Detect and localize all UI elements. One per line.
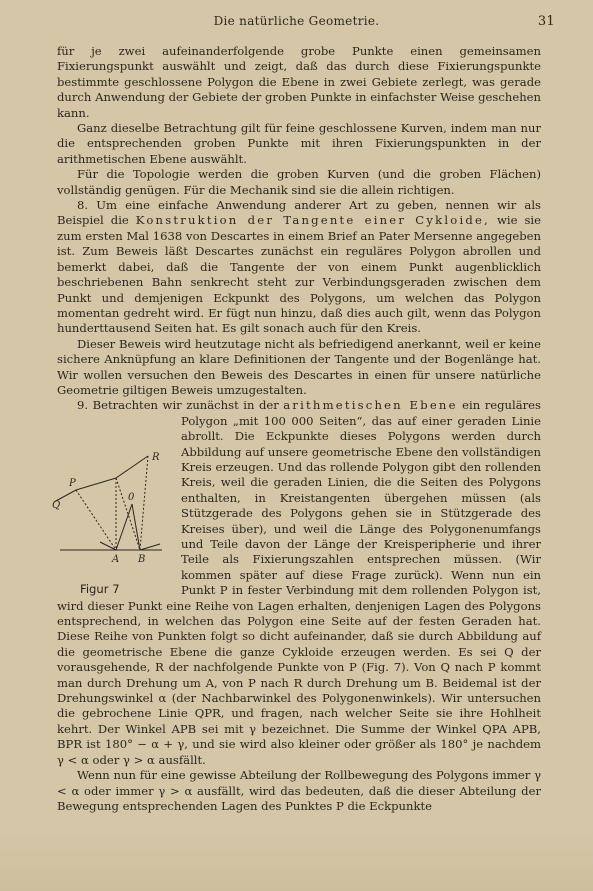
label-b: B [138, 554, 146, 565]
page-shade [0, 831, 593, 891]
polygon-side-2 [132, 504, 140, 550]
paragraph-2: Ganz dieselbe Betrachtung gilt für feine geschlossene Kurven, indem man nur die entsprechenden groben Punkte mit ihren Fixierungspunkten in der arithmetischen Ebene auswählt. [57, 121, 541, 166]
cycloid-tangent-diagram [52, 452, 172, 592]
paragraph-4-body: wie sie zum ersten Mal 1638 von Descartes in einem Brief an Pater Mersenne angegeben ist. Zum Beweis läßt Descartes zunächst ein reguläres Polygon abrollen und bemerkt dabei, daß die Tangente der von einem Punkt augenblicklich beschriebenen Bahn senkrecht steht zur Verbindungsgeraden zwischen dem Punkt und demjenigen Eckpunkt des Polygons, um welchen das Polygon momentan gedreht wird. Er fügt nun hinzu, daß dies auch gilt, wenn das Polygon hunderttausend Seiten hat. Es gilt sonach auch für den Kreis. [57, 213, 541, 336]
paragraph-1: für je zwei aufeinanderfolgende grobe Punkte einen gemeinsamen Fixierungspunkt auswählt und zeigt, daß das durch diese Fixierungspunkte bestimmte geschlossene Polygon die Ebene in zwei Gebiete zerlegt, was gerade durch Anwendung der Gebiete der groben Punkte in einfachster Weise geschehen kann. [57, 44, 541, 120]
paragraph-6-intro: 9. Betrachten wir zunächst in der [77, 398, 279, 413]
label-q: Q [52, 500, 61, 511]
segment-p-r [116, 456, 148, 478]
line-q-a [76, 490, 116, 550]
label-o: 0 [128, 492, 135, 503]
label-a: A [112, 554, 120, 565]
label-p: P [69, 478, 76, 489]
paragraph-3: Für die Topologie werden die groben Kurven (und die groben Flächen) vollständig genügen. Für die Mechanik sind sie die allein richtigen. [57, 167, 541, 197]
polygon-side-1 [116, 504, 132, 550]
body-text [57, 44, 541, 814]
page-number: 31 [537, 14, 555, 29]
label-r: R [152, 452, 160, 463]
polygon-side-3 [100, 542, 116, 550]
paragraph-6-body: ein reguläres Polygon „mit 100 000 Seiten“, das auf einer geraden Linie abrollt. Die Eckpunkte dieses Polygons werden durch Abbildung auf unsere geometrische Ebene den vollständigen Kreis erzeugen. Und das rollende Polygon gibt den rollenden Kreis, weil die geraden Linien, die die Seiten des Polygons enthalten, in Kreistangenten übergehen müssen (als Stützgerade des Polygons gehen sie in Stützgerade des Kreises über), und weil die Länge des Polygonenumfangs und Teile davon der Länge der Kreisperipherie und ihrer Teile als Fixierungszahlen entsprechen müssen. (Wir kommen später auf diese Frage zurück). Wenn nun ein Punkt P in fester Verbindung mit dem rollenden Polygon ist, wird dieser Punkt eine Reihe von Lagen erhalten, denjenigen Lagen des Polygons entsprechend, in welchen das Polygon eine Seite auf der festen Geraden hat. Diese Reihe von Punkten folgt so dicht aufeinander, daß sie durch Abbildung auf die geometrische Ebene die ganze Cykloide erzeugen werden. Es sei Q der vorausgehende, R der nachfolgende Punkte von P (Fig. 7). Von Q nach P kommt man durch Drehung um A, von P nach R durch Drehung um B. Beidemal ist der Drehungswinkel α (der Nachbarwinkel des Polygonenwinkels). Wir untersuchen die gebrochene Linie QPR, und fragen, nach welcher Seite sie ihre Hohlheit kehrt. Der Winkel APB sei mit γ bezeichnet. Die Summe der Winkel QPA APB, BPR ist 180° − α + γ, und sie wird also kleiner oder größer als 180° je nachdem γ < α oder γ > α ausfällt. [57, 398, 541, 767]
paragraph-4-intro: 8. Um eine einfache Anwendung anderer Art zu geben, nennen wir als Beispiel die [57, 198, 541, 228]
running-head [0, 14, 593, 34]
running-head-title: Die natürliche Geometrie. [213, 14, 380, 28]
figure-caption: Figur 7 [80, 582, 120, 596]
section-heading-tangent-construction: Konstruktion der Tangente einer Cykloide, [135, 213, 490, 228]
polygon-side-4 [140, 544, 160, 550]
paragraph-5: Dieser Beweis wird heutzutage nicht als befriedigend anerkannt, weil er keine sichere Anknüpfung an klare Definitionen der Tangente und der Bogenlänge hat. Wir wollen versuchen den Beweis des Descartes in einen für unsere natürliche Geometrie giltigen Beweis umzugestalten. [57, 336, 541, 397]
paragraph-4 [57, 198, 541, 337]
paragraph-7: Wenn nun für eine gewisse Abteilung der Rollbewegung des Polygons immer γ < α oder immer γ > α ausfällt, wird das bedeuten, daß die dieser Abteilung der Bewegung entsprechenden Lagen des Punktes P die Eckpunkte [57, 768, 541, 813]
line-r-b [140, 456, 148, 550]
segment-q-p [76, 478, 116, 490]
section-heading-arithmetic-plane: arithmetischen Ebene [283, 398, 458, 413]
figure-7-drawing [52, 452, 172, 602]
